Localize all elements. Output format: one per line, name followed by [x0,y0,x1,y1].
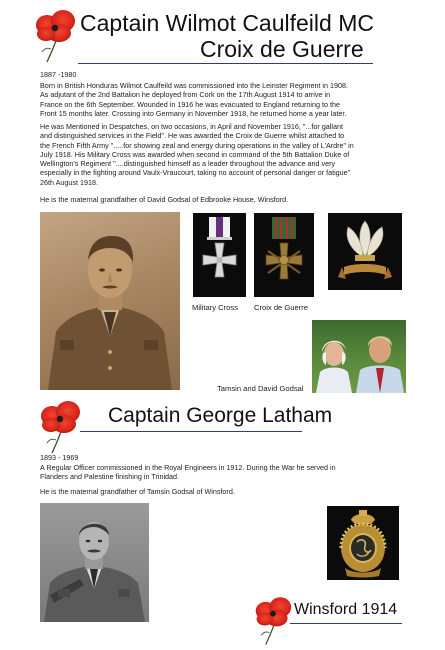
section2-title-rule [80,431,302,432]
section2-title: Captain George Latham [108,404,333,427]
section1-paragraph-2: He was Mentioned in Despatches, on two occasions, in April and November 1916, "...for gallant and distinguished services in the Field". He was awarded the Croix de Guerre whilst attached to the French Fifth Army ".....for showing zeal and energy during operations in the valley of L'Ardre" in July 1918. His Military Cross was awarded when second in command of the 5th Battalion Duke of Wellington's Regiment "....distinguished himself as a leader throughout the advance and very especially in the fighting around Vaulx-Vraucourt, taking no account of personal danger or fatigue" 26th August 1918. [40,122,354,187]
section2-paragraph-1: A Regular Officer commissioned in the Royal Engineers in 1912. During the War he served in Flanders and Palestine finishing in Trinidad. [40,463,336,482]
portrait-wilmot-caulfeild [40,212,180,390]
section1-title-line2: Croix de Guerre [200,36,364,62]
poppy-icon [38,398,82,454]
section1-paragraph-1: Born in British Honduras Wilmot Caulfeild was commissioned into the Leinster Regiment in 1908. As adjutant of the 2nd Battalion he deployed from Cork on the 17th August 1914 to arrive in France on the 6th September. Wounded in 1916 he was evacuated to England returning to the Front 15 months later. Crossing into Germany in November 1918, he returned home a year later. [40,81,349,118]
military-cross-image [193,213,246,297]
section1-title-line1: Captain Wilmot Caulfeild MC [80,10,374,36]
footer-rule [290,623,402,624]
section1-dates: 1887 -1980 [40,70,77,79]
caption-tamsin-and-david: Tamsin and David Godsal [217,384,304,393]
poppy-icon [253,594,297,650]
section2-paragraph-2: He is the maternal grandfather of Tamsin Godsal of Winsford. [40,487,235,496]
regimental-badge-image [328,213,402,290]
poppy-icon [33,7,77,63]
royal-engineers-badge-image [327,506,399,580]
section2-dates: 1893 - 1969 [40,453,79,462]
section1-title-rule [78,63,373,64]
footer-winsford-1914: Winsford 1914 [294,601,398,618]
caption-military-cross: Military Cross [192,303,238,312]
photo-tamsin-and-david-godsal [312,320,406,393]
section1-paragraph-3: He is the maternal grandfather of David Godsal of Edbrooke House, Winsford. [40,195,289,204]
portrait-george-latham [40,503,149,622]
croix-de-guerre-image [254,213,314,297]
caption-croix-de-guerre: Croix de Guerre [254,303,309,312]
